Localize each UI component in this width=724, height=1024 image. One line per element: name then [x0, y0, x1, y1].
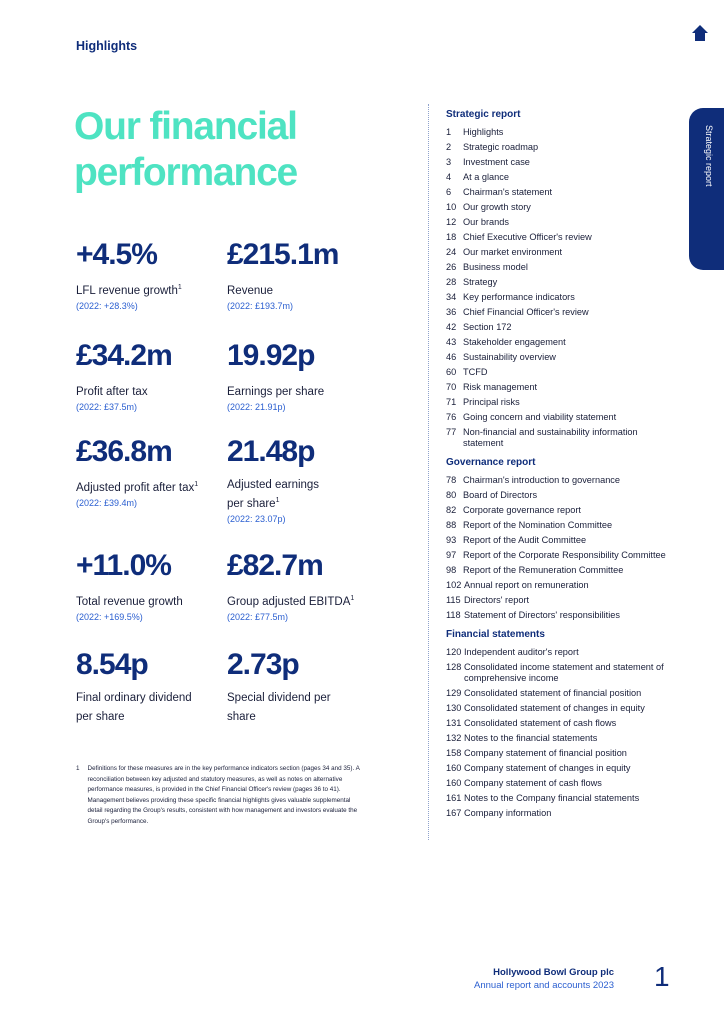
toc-item-title: Company statement of financial position [464, 748, 627, 758]
toc-item-title: Strategic roadmap [463, 142, 539, 152]
toc-page-number: 160 [446, 763, 462, 773]
toc-item-title: Report of the Nomination Committee [463, 520, 613, 530]
toc-item[interactable] [446, 793, 676, 804]
toc-page-number: 132 [446, 733, 462, 743]
toc-item[interactable] [446, 217, 676, 228]
toc-item[interactable] [446, 172, 676, 183]
kpi-label: LFL revenue growth$^1$ [76, 284, 182, 297]
toc-item-title: Strategy [463, 277, 498, 287]
kpi-prior-year: (2022: 21.91p) [227, 401, 286, 412]
toc-item-title: Chief Financial Officer's review [463, 307, 589, 317]
toc-item[interactable] [446, 307, 676, 318]
kpi-label: Profit after tax [76, 385, 148, 398]
toc-page-number: 24 [446, 247, 457, 257]
toc-page-number: 2 [446, 142, 452, 152]
toc-item-title: Company information [464, 808, 552, 818]
footer-company: Hollywood Bowl Group plc [493, 967, 614, 978]
toc-page-number: 42 [446, 322, 457, 332]
toc-item-title: Section 172 [463, 322, 512, 332]
toc-item-title: Risk management [463, 382, 538, 392]
toc-item-title: Chief Executive Officer's review [463, 232, 592, 242]
kpi-label: Special dividend per share [227, 692, 331, 723]
toc-section-heading[interactable]: Strategic report [446, 109, 521, 120]
toc-item-title: Directors' report [464, 595, 530, 605]
page-title: Our financial performance [74, 105, 298, 194]
kpi-lfl-revenue-growth [76, 238, 216, 313]
toc-item-title: Report of the Corporate Responsibility Committee [463, 550, 666, 560]
column-divider [428, 104, 430, 840]
toc-item[interactable] [446, 688, 676, 699]
kpi-value: 2.73p [227, 648, 299, 681]
toc-item-title: Report of the Audit Committee [463, 535, 587, 545]
toc-page-number: 76 [446, 412, 457, 422]
toc-item[interactable] [446, 382, 676, 393]
kpi-value: £82.7m [227, 549, 323, 582]
toc-item[interactable] [446, 490, 676, 501]
toc-item[interactable] [446, 202, 676, 213]
toc-item-title: Highlights [463, 127, 504, 137]
toc-page-number: 36 [446, 307, 457, 317]
toc-item[interactable] [446, 232, 676, 243]
toc-page-number: 12 [446, 217, 457, 227]
kpi-value: +4.5% [76, 238, 157, 271]
toc-page-number: 46 [446, 352, 457, 362]
toc-item-title: Non-financial and sustainability information statement [463, 427, 638, 448]
kpi-prior-year: (2022: +169.5%) [76, 611, 143, 622]
toc-page-number: 97 [446, 550, 457, 560]
toc-item[interactable] [446, 595, 676, 606]
toc-page-number: 118 [446, 610, 461, 620]
kpi-group-adjusted-ebitda [227, 549, 387, 624]
toc-item-title: Consolidated statement of financial position [464, 688, 642, 698]
toc-item-title: Our market environment [463, 247, 563, 257]
toc-section-heading[interactable]: Governance report [446, 457, 536, 468]
toc-item-title: Key performance indicators [463, 292, 575, 302]
toc-page-number: 70 [446, 382, 457, 392]
kpi-label: Total revenue growth [76, 595, 183, 608]
kpi-value: 21.48p [227, 435, 315, 468]
toc-item-title: Notes to the financial statements [464, 733, 598, 743]
footer-report-title: Annual report and accounts 2023 [474, 980, 614, 991]
toc-item-title: Going concern and viability statement [463, 412, 617, 422]
toc-page-number: 28 [446, 277, 457, 287]
toc-item-title: Consolidated income statement and statement of comprehensive income [464, 662, 664, 683]
kpi-label: Revenue [227, 284, 274, 297]
toc-item-title: Chairman's statement [463, 187, 553, 197]
toc-item[interactable] [446, 647, 676, 658]
toc-page-number: 4 [446, 172, 452, 182]
kpi-total-revenue-growth [76, 549, 216, 624]
toc-item-title: Statement of Directors' responsibilities [464, 610, 620, 620]
toc-item[interactable] [446, 187, 676, 198]
toc-item[interactable] [446, 367, 676, 378]
toc-item-title: Investment case [463, 157, 530, 167]
toc-page-number: 1 [446, 127, 452, 137]
toc-page-number: 88 [446, 520, 457, 530]
toc-item[interactable] [446, 127, 676, 138]
footnote-number: 1 [76, 765, 80, 772]
toc-page-number: 18 [446, 232, 457, 242]
kpi-value: +11.0% [76, 549, 171, 582]
toc-page-number: 82 [446, 505, 457, 515]
kpi-final-dividend [76, 648, 211, 725]
toc-item[interactable] [446, 520, 676, 531]
toc-item-title: Consolidated statement of changes in equity [464, 703, 645, 713]
toc-item[interactable] [446, 142, 676, 153]
toc-page-number: 10 [446, 202, 457, 212]
toc-item[interactable] [446, 580, 676, 591]
toc-item[interactable] [446, 610, 676, 621]
toc-item-title: Report of the Remuneration Committee [463, 565, 624, 575]
toc-item[interactable] [446, 535, 676, 546]
toc-page-number: 77 [446, 427, 457, 437]
toc-page-number: 120 [446, 647, 462, 657]
toc-page-number: 93 [446, 535, 457, 545]
toc-page-number: 26 [446, 262, 457, 272]
toc-item[interactable] [446, 262, 676, 273]
kpi-special-dividend [227, 648, 337, 725]
toc-item-title: Stakeholder engagement [463, 337, 566, 347]
toc-item[interactable] [446, 157, 676, 168]
toc-item-title: TCFD [463, 367, 488, 377]
toc-item[interactable] [446, 505, 676, 516]
toc-page-number: 128 [446, 662, 462, 672]
kpi-prior-year: (2022: 23.07p) [227, 513, 286, 524]
toc-page-number: 158 [446, 748, 462, 758]
toc-item[interactable] [446, 352, 676, 363]
table-of-contents [446, 109, 676, 823]
toc-item[interactable] [446, 662, 676, 684]
kpi-label: Adjusted profit after tax$^1$ [76, 481, 199, 494]
kpi-prior-year: (2022: +28.3%) [76, 300, 138, 311]
kpi-revenue [227, 238, 367, 313]
toc-item[interactable] [446, 733, 676, 744]
toc-item[interactable] [446, 247, 676, 258]
toc-item[interactable] [446, 718, 676, 729]
kpi-prior-year: (2022: £193.7m) [227, 300, 294, 311]
toc-item[interactable] [446, 808, 676, 819]
home-icon[interactable] [691, 24, 709, 42]
side-tab-label: Strategic report [704, 125, 714, 187]
toc-item[interactable] [446, 292, 676, 303]
toc-page-number: 160 [446, 778, 462, 788]
toc-page-number: 3 [446, 157, 452, 167]
kpi-label: Adjusted earnings per share$^1$ [227, 479, 320, 510]
kpi-adjusted-eps [227, 435, 337, 526]
toc-item[interactable] [446, 337, 676, 348]
toc-item-title: Board of Directors [463, 490, 538, 500]
toc-page-number: 130 [446, 703, 462, 713]
toc-page-number: 98 [446, 565, 457, 575]
toc-page-number: 43 [446, 337, 457, 347]
toc-item[interactable] [446, 703, 676, 714]
page-number: 1 [654, 961, 670, 992]
kpi-value: 19.92p [227, 339, 315, 372]
toc-item[interactable] [446, 550, 676, 561]
toc-item[interactable] [446, 397, 676, 408]
toc-item[interactable] [446, 277, 676, 288]
toc-page-number: 115 [446, 595, 461, 605]
kpi-profit-after-tax [76, 339, 216, 414]
toc-item-title: Business model [463, 262, 528, 272]
toc-page-number: 80 [446, 490, 457, 500]
toc-page-number: 131 [446, 718, 462, 728]
kpi-prior-year: (2022: £77.5m) [227, 611, 289, 622]
toc-page-number: 34 [446, 292, 457, 302]
toc-item-title: Annual report on remuneration [464, 580, 589, 590]
toc-item-title: Company statement of changes in equity [464, 763, 631, 773]
section-label: Highlights [76, 39, 138, 53]
toc-item-title: Corporate governance report [463, 505, 581, 515]
toc-item[interactable] [446, 778, 676, 789]
footnote [76, 764, 364, 827]
toc-page-number: 167 [446, 808, 462, 818]
toc-item-title: Chairman's introduction to governance [463, 475, 621, 485]
toc-item-title: Consolidated statement of cash flows [464, 718, 617, 728]
toc-item[interactable] [446, 748, 676, 759]
toc-item[interactable] [446, 322, 676, 333]
toc-item[interactable] [446, 565, 676, 576]
toc-item-title: Our brands [463, 217, 509, 227]
toc-section-heading[interactable]: Financial statements [446, 629, 545, 640]
kpi-label: Final ordinary dividend per share [76, 692, 192, 723]
toc-item-title: Principal risks [463, 397, 520, 407]
kpi-value: £215.1m [227, 238, 339, 271]
toc-item-title: Company statement of cash flows [464, 778, 602, 788]
kpi-prior-year: (2022: £37.5m) [76, 401, 138, 412]
toc-page-number: 161 [446, 793, 462, 803]
kpi-earnings-per-share [227, 339, 367, 414]
toc-item[interactable] [446, 412, 676, 423]
toc-item-title: At a glance [463, 172, 509, 182]
kpi-value: 8.54p [76, 648, 148, 681]
footnote-text: Definitions for these measures are in the key performance indicators section (pages 34 and 35). A reconciliation between key adjusted and statutory measures, as well as notes on alternative performance measures, is provided in the Chief Financial Officer's review (pages 36 to 41). Management believes providing these specific financial highlights gives valuable supplemental detail regarding the Group's results, consistent with how management and investors evaluate the Group's performance. [87, 765, 360, 825]
toc-page-number: 60 [446, 367, 457, 377]
kpi-value: £34.2m [76, 339, 172, 372]
kpi-label: Earnings per share [227, 385, 325, 398]
toc-item-title: Sustainability overview [463, 352, 556, 362]
kpi-adjusted-profit-after-tax [76, 435, 221, 510]
kpi-label: Group adjusted EBITDA$^1$ [227, 595, 355, 608]
kpi-value: £36.8m [76, 435, 172, 468]
toc-item[interactable] [446, 763, 676, 774]
toc-item-title: Notes to the Company financial statements [464, 793, 640, 803]
toc-page-number: 6 [446, 187, 452, 197]
kpi-prior-year: (2022: £39.4m) [76, 497, 138, 508]
toc-item[interactable] [446, 427, 676, 449]
toc-page-number: 78 [446, 475, 457, 485]
toc-item[interactable] [446, 475, 676, 486]
toc-page-number: 102 [446, 580, 462, 590]
toc-page-number: 129 [446, 688, 462, 698]
toc-page-number: 71 [446, 397, 457, 407]
toc-item-title: Independent auditor's report [464, 647, 579, 657]
toc-item-title: Our growth story [463, 202, 531, 212]
